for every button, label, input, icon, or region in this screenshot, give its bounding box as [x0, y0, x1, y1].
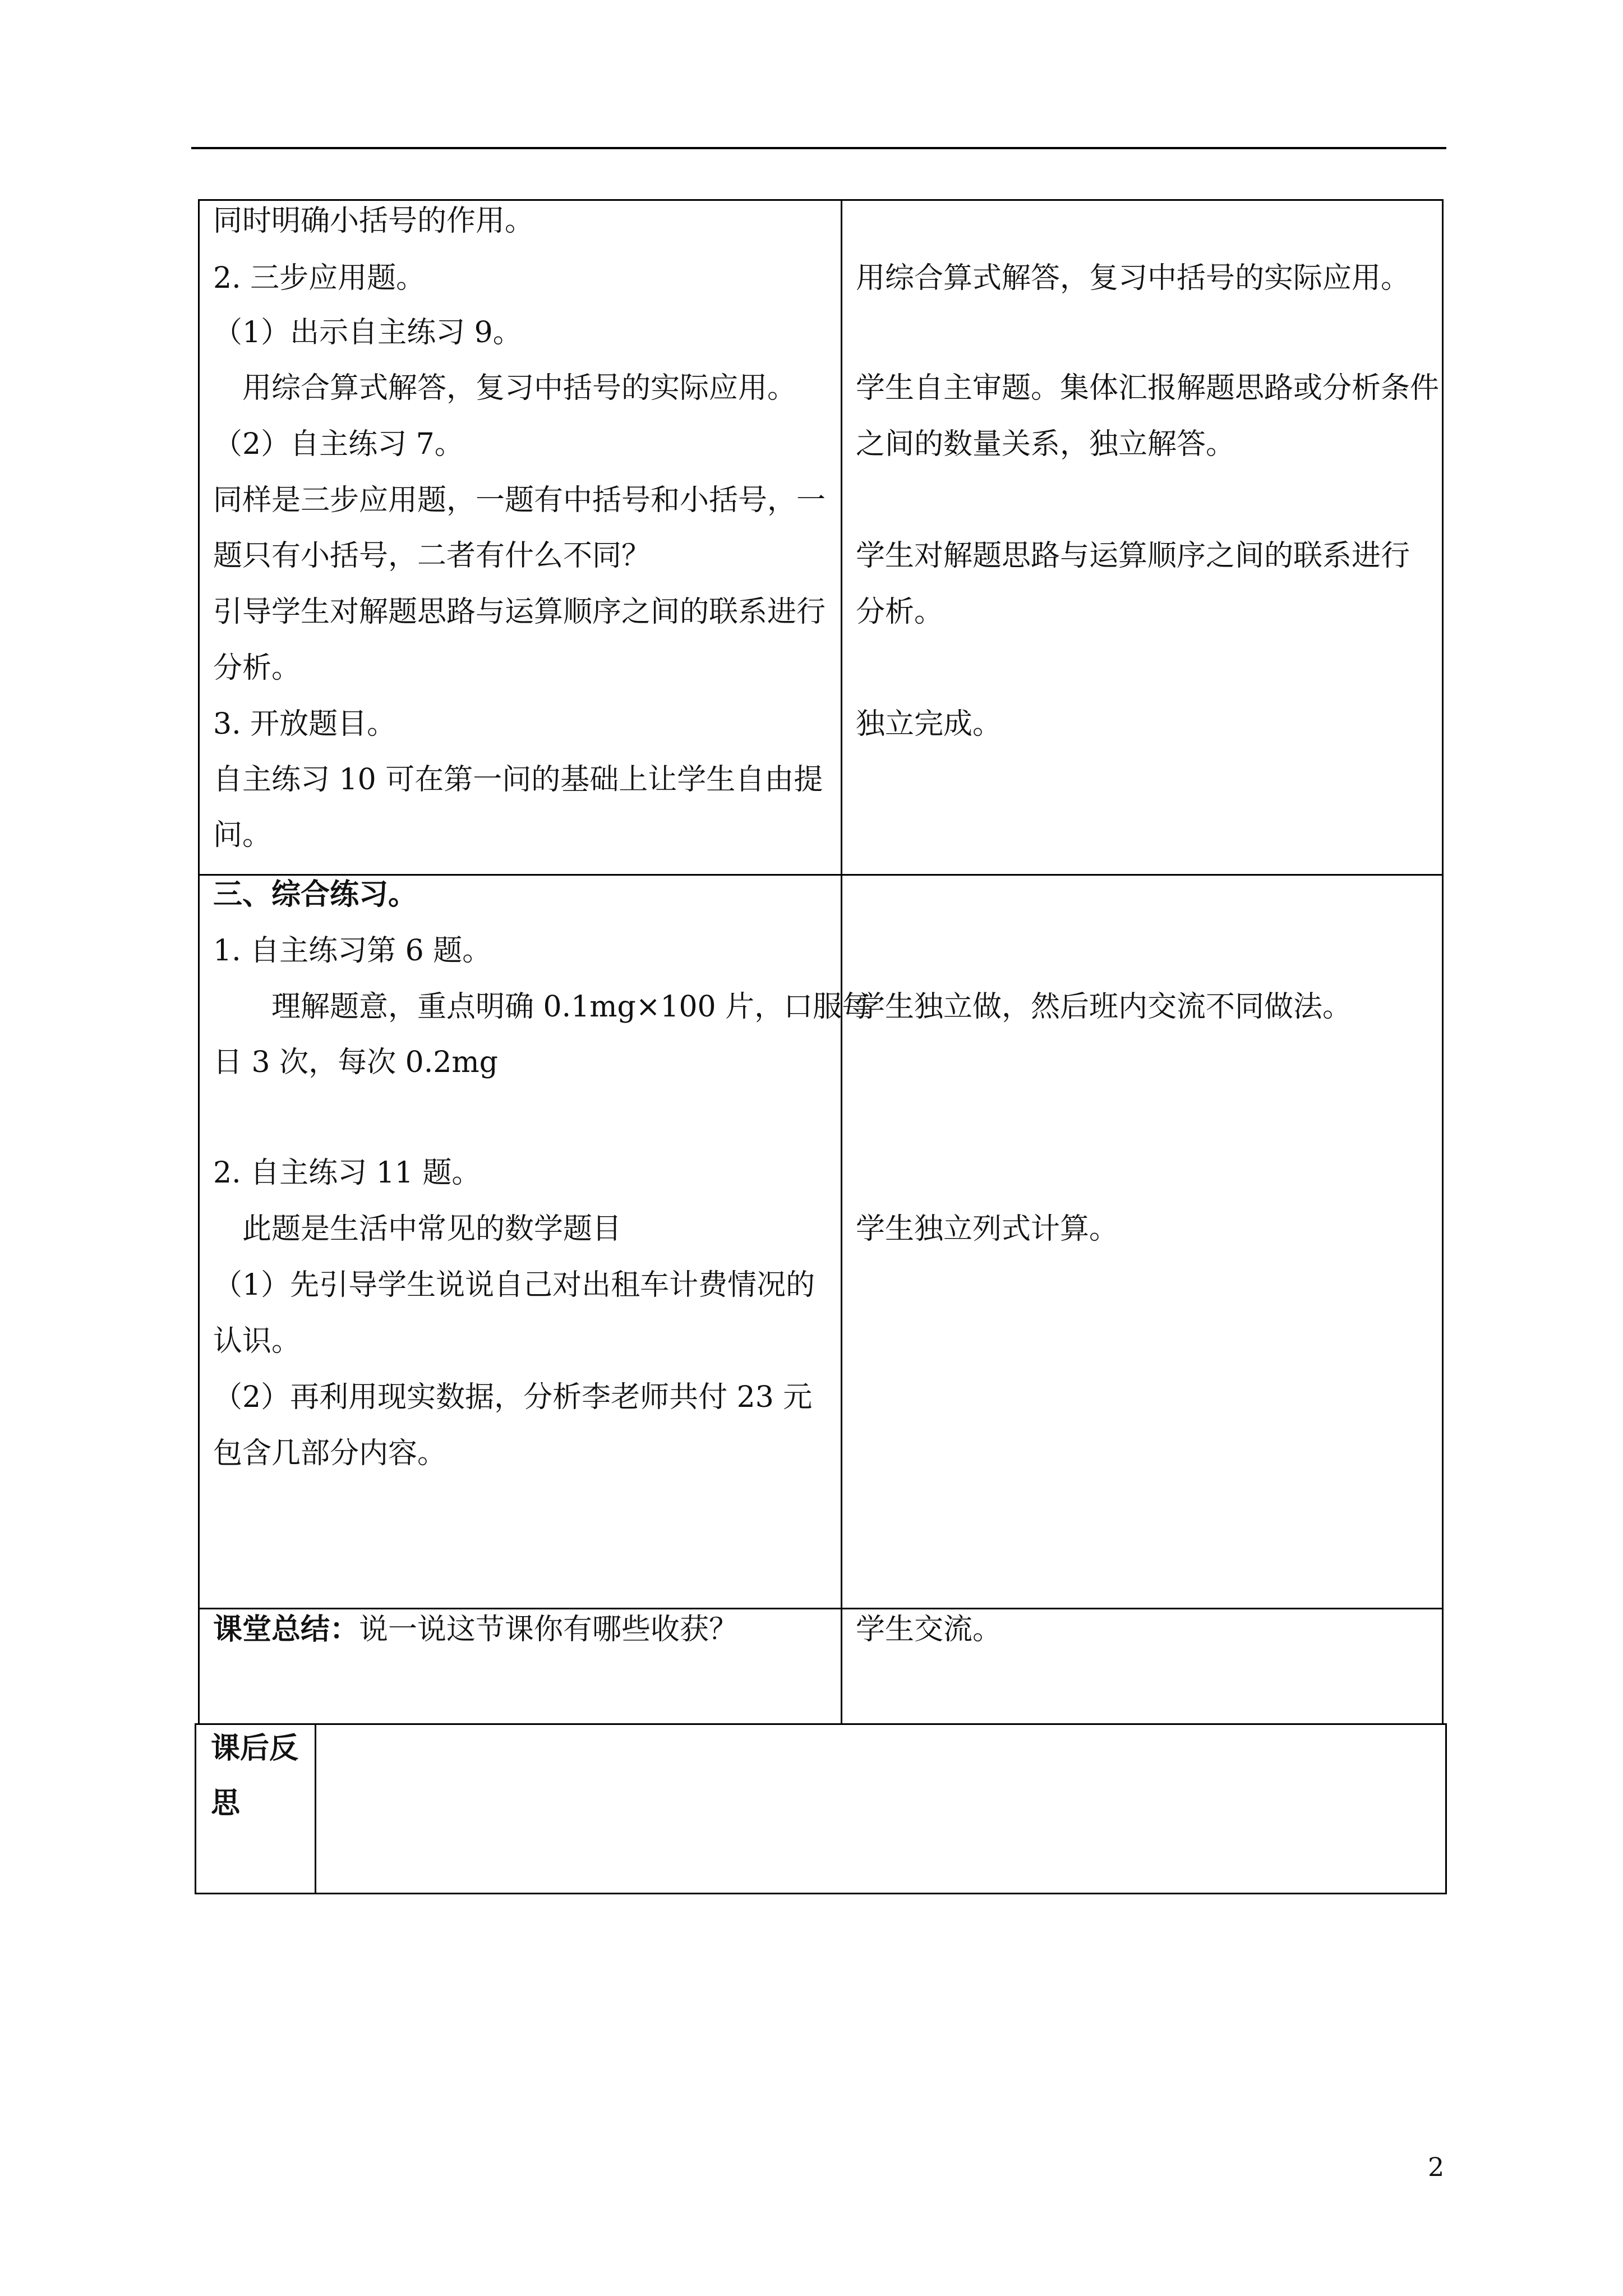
text-line: （2）再利用现实数据，分析李老师共付 23 元	[213, 1381, 813, 1414]
text-line: 1. 自主练习第 6 题。	[213, 934, 492, 968]
text-line: （1）出示自主练习 9。	[213, 316, 522, 349]
reflection-content-cell	[316, 1724, 1446, 1894]
text-line: 之间的数量关系，独立解答。	[856, 427, 1235, 461]
text-line: 学生独立列式计算。	[856, 1212, 1119, 1246]
student-activity-cell	[842, 200, 1443, 875]
page-number: 2	[1428, 2152, 1445, 2182]
table-row	[196, 1724, 1446, 1894]
reflection-label: 思	[211, 1786, 241, 1820]
text-line: 独立完成。	[856, 707, 1002, 741]
text-line: 用综合算式解答，复习中括号的实际应用。	[856, 261, 1410, 295]
text-line: 分析。	[213, 651, 301, 685]
text-line: 此题是生活中常见的数学题目	[213, 1212, 622, 1246]
summary-text: 说一说这节课你有哪些收获？	[359, 1613, 739, 1646]
text-line: 用综合算式解答，复习中括号的实际应用。	[213, 371, 797, 405]
text-line: 包含几部分内容。	[213, 1437, 447, 1470]
text-line: 同样是三步应用题，一题有中括号和小括号，一	[213, 484, 826, 517]
reflection-label-cell	[196, 1724, 316, 1894]
header-rule	[191, 147, 1446, 149]
lesson-plan-table	[198, 199, 1444, 1725]
text-line: 学生交流。	[856, 1613, 1002, 1646]
teacher-activity-cell	[199, 875, 872, 1609]
summary-label: 课堂总结：	[213, 1612, 359, 1646]
text-line: 题只有小括号，二者有什么不同？	[213, 539, 651, 573]
text-line: 自主练习 10 可在第一问的基础上让学生自由提	[213, 763, 823, 797]
text-line: 分析。	[856, 595, 944, 629]
table-row	[199, 875, 1443, 1609]
teacher-activity-cell	[199, 200, 842, 875]
text-line: 学生自主审题。集体汇报解题思路或分析条件	[856, 371, 1440, 405]
text-line: 引导学生对解题思路与运算顺序之间的联系进行	[213, 595, 826, 629]
text-line: （1）先引导学生说说自己对出租车计费情况的	[213, 1268, 815, 1302]
table-row	[199, 1609, 1443, 1724]
text-line: 学生独立做，然后班内交流不同做法。	[856, 990, 1352, 1024]
text-line: 认识。	[213, 1324, 301, 1358]
section-heading: 三、综合练习。	[213, 877, 418, 912]
text-line: 2. 自主练习 11 题。	[213, 1156, 481, 1190]
text-line: 日 3 次，每次 0.2mg	[213, 1046, 498, 1079]
summary-cell	[199, 1609, 842, 1724]
text-line: 学生对解题思路与运算顺序之间的联系进行	[856, 539, 1410, 573]
table-row	[199, 200, 1443, 875]
reflection-table	[195, 1723, 1447, 1894]
reflection-label: 课后反	[211, 1731, 299, 1765]
student-activity-cell	[842, 875, 1443, 1609]
text-line: 同时明确小括号的作用。	[213, 204, 534, 238]
text-line: 3. 开放题目。	[213, 707, 396, 741]
text-line: 理解题意，重点明确 0.1mg×100 片，口服每	[213, 990, 872, 1024]
text-line: 2. 三步应用题。	[213, 261, 426, 295]
student-activity-cell	[842, 1609, 1443, 1724]
text-line: 问。	[213, 818, 272, 852]
text-line: （2）自主练习 7。	[213, 427, 464, 461]
